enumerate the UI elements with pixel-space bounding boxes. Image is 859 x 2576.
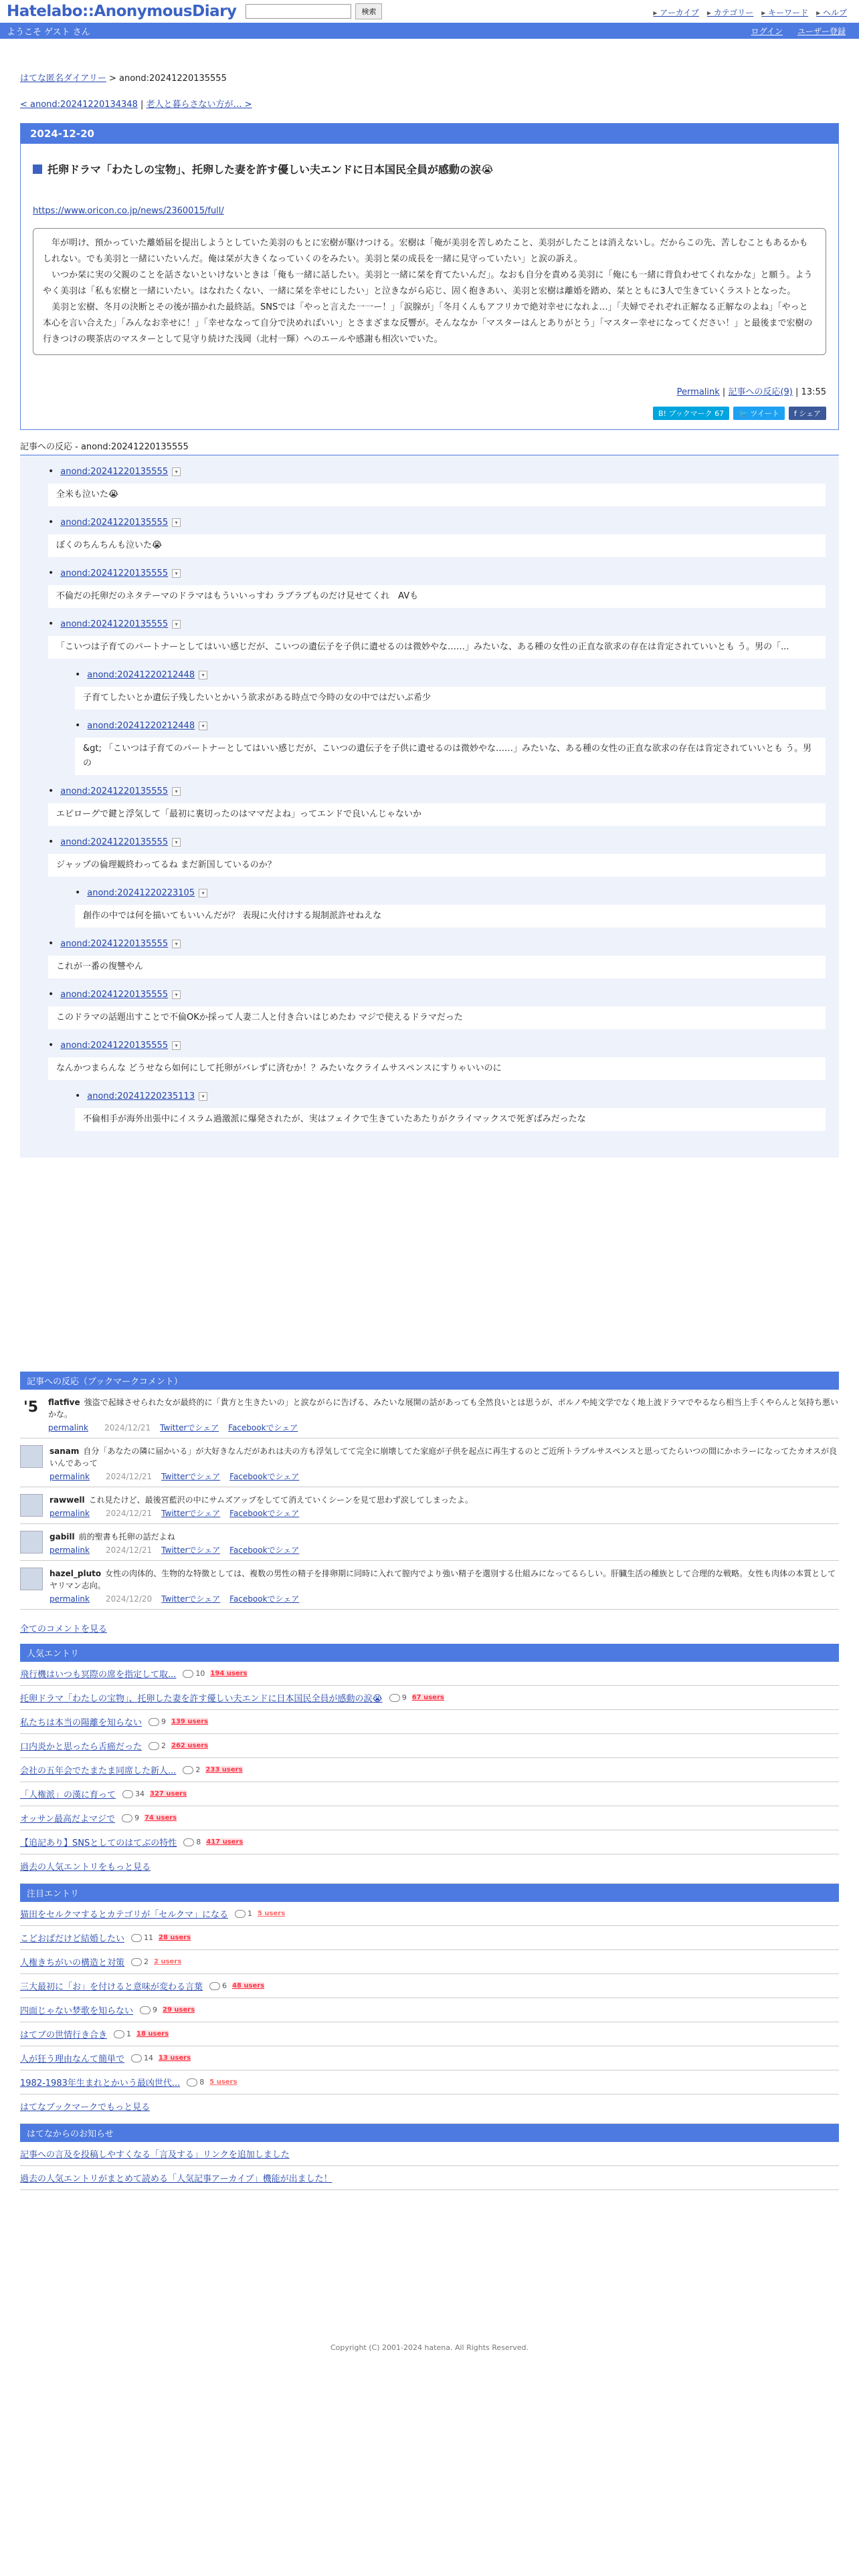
news-list: [20, 2142, 839, 2190]
comment-count: 2: [183, 1765, 200, 1774]
bookmark-users-count[interactable]: 28 users: [159, 1934, 191, 1941]
bookmark-user[interactable]: flatfive: [48, 1398, 80, 1407]
main-content: [20, 71, 839, 2190]
bookmark-users-count[interactable]: 13 users: [159, 2054, 191, 2062]
comment-body: &gt; 「こいつは子育てのパートナーとしてはいい感じだが、こいつの遺伝子を子供に遺せるのは微妙やな……」みたいな、ある種の女性の正直な欲求の存在は肯定されていいとも う。男の: [75, 738, 826, 775]
footer-copyright: Copyright (C) 2001-2024 hatena. All Rights Reserved.: [330, 2343, 529, 2352]
expand-icon[interactable]: ▾: [172, 620, 181, 629]
expand-icon[interactable]: ▾: [172, 1041, 181, 1050]
entry-link[interactable]: 会社の五年会でたまたま同席した新人...: [20, 1766, 177, 1776]
title-square-icon: [33, 165, 42, 174]
bookmark-comments-heading: 記事への反応（ブックマークコメント）: [20, 1372, 839, 1390]
popular-entries-list: [20, 1662, 839, 1854]
comment-item: [75, 665, 826, 710]
next-entry-link[interactable]: 老人と暮らさない方が… >: [146, 100, 252, 110]
comment-item: [75, 716, 826, 775]
entry-link[interactable]: 1982-1983年生まれとかいう最凶世代...: [20, 2078, 181, 2088]
expand-icon[interactable]: ▾: [172, 838, 181, 847]
comment-body: 子育てしたいとか遺伝子残したいとかいう欲求がある時点で今時の女の中ではだいぶ希少: [75, 687, 826, 710]
facebook-share-link[interactable]: Facebookでシェア: [229, 1509, 300, 1518]
bookmark-user[interactable]: sanam: [50, 1446, 80, 1456]
ad-space: [20, 1158, 839, 1372]
reactions-heading: 記事への反応 - anond:20241220135555: [20, 439, 839, 455]
comment-count: 6: [209, 1981, 227, 1990]
entry-quote-text: 年が明け、預かっていた離婚届を提出しようとしていた美羽のもとに宏樹が駆けつける。宏樹は「俺が美羽を苦しめたこと、美羽がしたことは消えないし。だからこの先、苦しむこともあるかもしれない。でも美羽と一緒にいたいんだ。俺は栞が大きくなっていくのをみたい。美羽と栞の成長を一緒に見守っていたい」と涙の訴え。 いつか栞に実の父親のことを話さないといけないときは「俺も一緒に話したい。美羽と一緒に栞を育てたいんだ」。なおも自分を責める美羽に「俺にも一緒に背負わせてくれなかな」と願う。ようやく美羽は「私も宏樹と一緒にいたい。はなれたくない、一緒に栞を幸せにしたい」と泣きながら応じ、固く抱きあい、美羽と宏樹は離婚を踏め、栞とともに3人で生きていくラストとなった。 美羽と宏樹、冬月の決断とその後が描かれた最終話。SNSでは「やっと言えた一一ー！」「涙腺が」「冬月くんもアフリカで絶対幸せになれよ…」「夫婦でそれぞれ正解なる正解なのよね」「やっと本心を言い合えた」「みんなお幸せに！」「幸せななって自分で決めればいい」とさまざまな反響が。そんななか「マスターはんとありがとう」「マスター幸せになってください！」と最後まで宏樹の行きつけの喫茶店のマスターとして見守り続けた浅岡（北村一輝）へのエールや感謝も相次いでいた。: [43, 238, 813, 344]
nav-keyword[interactable]: ▸ キーワード: [761, 7, 808, 18]
comment-body: 不倫だの托卵だのネタテーマのドラマはもういいっすわ ラブラブものだけ見せてくれ AVも: [48, 585, 826, 608]
bookmark-comment: [20, 1487, 839, 1524]
comment-author-link[interactable]: • anond:20241220135555: [60, 568, 169, 578]
entry-link[interactable]: 四面じゃない梦歌を知らない: [20, 2006, 134, 2016]
facebook-icon: f: [793, 409, 799, 418]
facebook-share-link[interactable]: Facebookでシェア: [228, 1423, 298, 1432]
expand-icon[interactable]: ▾: [172, 990, 181, 999]
comment-item: [48, 833, 826, 877]
comment-author-link[interactable]: • anond:20241220135555: [60, 989, 169, 1000]
entry-quote: [33, 228, 826, 355]
expand-icon[interactable]: ▾: [172, 569, 181, 578]
share-buttons: [21, 407, 826, 420]
comment-item: [75, 883, 826, 928]
bookmark-users-count[interactable]: 139 users: [171, 1718, 209, 1725]
welcome-text: ようこそ ゲスト さん: [7, 27, 90, 37]
login-link[interactable]: ログイン: [751, 27, 783, 36]
news-item: [20, 2142, 839, 2166]
notable-entries-heading: 注目エントリ: [20, 1884, 839, 1902]
twitter-icon: 🐦: [739, 409, 751, 418]
entry-source-link[interactable]: https://www.oricon.co.jp/news/2360015/full/: [33, 206, 224, 216]
comment-author-link[interactable]: • anond:20241220135555: [60, 466, 169, 477]
bookmark-users-count[interactable]: 194 users: [210, 1670, 248, 1677]
ranked-entry: [20, 1926, 839, 1950]
notable-entries-list: [20, 1902, 839, 2095]
entry-link[interactable]: はてブの世情行き合き: [20, 2030, 108, 2040]
bookmark-comment-text: 強盗で起縁させられた女が最終的に「貴方と生きたいの」と涙ながらに告げる、みたいな展開の話があっても全然良いとは思うが、ポルノや純文学でなく地上波ドラマでやるなら相当上手くやらんと気持ち悪いかな。: [48, 1398, 839, 1419]
bookmark-permalink[interactable]: permalink: [48, 1423, 88, 1432]
user-avatar[interactable]: '5: [23, 1398, 39, 1416]
comment-item: [48, 615, 826, 659]
entry-link[interactable]: 飛行機はいつも冥際の席を指定して取...: [20, 1670, 177, 1680]
expand-icon[interactable]: ▾: [172, 940, 181, 948]
entry-link[interactable]: 猫田をセルクマするとカテゴリが「セルクマ」になる: [20, 1910, 228, 1920]
comment-item: [48, 782, 826, 826]
comment-item: [48, 564, 826, 608]
prev-entry-link[interactable]: < anond:20241220134348: [20, 100, 138, 110]
search-input[interactable]: [246, 4, 351, 19]
top-nav: [653, 7, 847, 18]
bookmark-users-count[interactable]: 5 users: [257, 1910, 286, 1917]
comment-author-link[interactable]: • anond:20241220135555: [60, 517, 169, 528]
ranked-entry: [20, 1974, 839, 1998]
bookmark-comment: [20, 1524, 839, 1561]
entry-box: [20, 123, 839, 430]
bookmark-users-count[interactable]: 262 users: [171, 1742, 209, 1749]
comment-body: 全米も泣いた😭: [48, 484, 826, 506]
comment-body: ジャップの倫理観終わってるね まだ新国しているのか？: [48, 854, 826, 877]
facebook-share-link[interactable]: Facebookでシェア: [229, 1472, 300, 1481]
comment-body: 「こいつは子育てのパートナーとしてはいい感じだが、こいつの遺伝子を子供に遺せるのは微妙やな……」みたいな、ある種の女性の正直な欲求の存在は肯定されていいとも う。男の「...: [48, 636, 826, 659]
news-link[interactable]: 記事への言及を投稿しやすくなる「言及する」リンクを追加しました: [20, 2150, 290, 2160]
breadcrumb-sep: >: [106, 74, 120, 84]
entry-link[interactable]: 人が狂う理由なんて簡単で: [20, 2054, 125, 2064]
user-bar: [0, 23, 859, 39]
entry-title-text: 托卵ドラマ「わたしの宝物」、托卵した妻を許す優しい夫エンドに日本国民全員が感動の涙😭: [47, 163, 494, 176]
site-logo[interactable]: Hatelabo::AnonymousDiary: [7, 3, 237, 20]
bookmark-user[interactable]: hazel_pluto: [50, 1569, 102, 1578]
expand-icon[interactable]: ▾: [172, 467, 181, 476]
user-avatar[interactable]: [20, 1568, 43, 1590]
ranked-entry: [20, 2070, 839, 2095]
comment-author-link[interactable]: • anond:20241220135555: [60, 619, 169, 629]
ranked-entry: [20, 1782, 839, 1806]
prev-next-nav: [20, 97, 839, 110]
entry-link[interactable]: 三大最初に「お」を付けると意味が変わる言葉: [20, 1982, 203, 1992]
expand-icon[interactable]: ▾: [199, 671, 207, 679]
comment-count: 1: [235, 1909, 252, 1918]
news-item: [20, 2166, 839, 2190]
twitter-share-link[interactable]: Twitterでシェア: [161, 1509, 221, 1518]
all-comments-link[interactable]: 全てのコメントを見る: [20, 1624, 108, 1634]
twitter-share-link[interactable]: Twitterでシェア: [161, 1545, 221, 1555]
popular-more-link[interactable]: 過去の人気エントリをもっと見る: [20, 1862, 151, 1872]
comment-count: 9: [140, 2006, 157, 2014]
comment-body: 不倫相手が海外出張中にイスラム過激派に爆発されたが、実はフェイクで生きていたあたりがクライマックスで死ぎばみだったな: [75, 1108, 826, 1131]
bookmark-comment-text: これ見たけど、最後宮藍沢の中にサムズアップをしてて消えていくシーンを見て思わず涙してしまったよ。: [88, 1495, 473, 1505]
twitter-share-link[interactable]: Twitterでシェア: [160, 1423, 219, 1432]
comment-body: エピローグで鍵と浮気して「最初に裏切ったのはママだよね」ってエンドで良いんじゃないか: [48, 803, 826, 826]
twitter-share-link[interactable]: Twitterでシェア: [161, 1472, 221, 1481]
bookmark-users-count[interactable]: 327 users: [150, 1790, 187, 1798]
popular-entries-heading: 人気エントリ: [20, 1644, 839, 1662]
user-avatar[interactable]: [20, 1531, 43, 1553]
breadcrumb-home[interactable]: はてな匿名ダイアリー: [20, 74, 106, 84]
reactions-link[interactable]: 記事への反応(9): [728, 387, 793, 397]
bookmark-users-count[interactable]: 67 users: [411, 1694, 444, 1701]
bookmark-comment-list: [20, 1390, 839, 1610]
comment-author-link[interactable]: • anond:20241220223105: [87, 887, 195, 898]
bookmark-permalink[interactable]: permalink: [50, 1472, 90, 1481]
comment-count: 1: [114, 2030, 131, 2038]
entry-link[interactable]: 私たちは本当の陽離を知らない: [20, 1718, 142, 1728]
comment-count: 9: [149, 1717, 166, 1726]
comment-author-link[interactable]: • anond:20241220135555: [60, 786, 169, 796]
expand-icon[interactable]: ▾: [172, 518, 181, 527]
entry-date: 2024-12-20: [21, 124, 838, 144]
comment-item: [75, 1087, 826, 1131]
breadcrumb: [20, 71, 839, 84]
entry-footer: Permalink | 記事への反応(9) | 13:55: [676, 387, 826, 397]
ranked-entry: [20, 1806, 839, 1830]
comment-count: 9: [389, 1693, 407, 1702]
bookmark-comment: [20, 1561, 839, 1610]
hatena-bookmark-button[interactable]: B! ブックマーク 67: [653, 407, 729, 420]
bookmark-users-count[interactable]: 29 users: [163, 2006, 195, 2014]
expand-icon[interactable]: ▾: [199, 722, 207, 730]
comment-author-link[interactable]: • anond:20241220135555: [60, 938, 169, 949]
bookmark-comment: [20, 1438, 839, 1487]
comment-author-link[interactable]: • anond:20241220135555: [60, 837, 169, 847]
bookmark-permalink[interactable]: permalink: [50, 1509, 90, 1518]
bookmark-date: 2024/12/20: [106, 1594, 153, 1604]
expand-icon[interactable]: ▾: [199, 1092, 207, 1101]
comment-item: [48, 1036, 826, 1080]
comment-threads: [20, 455, 839, 1158]
comment-count: 11: [131, 1933, 153, 1942]
comment-item: [48, 462, 826, 506]
comment-item: [48, 985, 826, 1029]
entry-link[interactable]: 【追記あり】SNSとしてのはてぶの特性: [20, 1838, 177, 1848]
comment-item: [48, 513, 826, 557]
twitter-share-link[interactable]: Twitterでシェア: [161, 1594, 221, 1604]
bookmark-permalink[interactable]: permalink: [50, 1594, 90, 1604]
bookmark-user[interactable]: rawwell: [50, 1495, 85, 1505]
ranked-entry: [20, 2022, 839, 2046]
ranked-entry: [20, 1734, 839, 1758]
ranked-entry: [20, 1710, 839, 1734]
facebook-share-link[interactable]: Facebookでシェア: [229, 1594, 300, 1604]
user-avatar[interactable]: [20, 1445, 43, 1468]
bookmark-users-count[interactable]: 18 users: [136, 2030, 169, 2038]
comment-body: ぼくのちんちんも泣いた😭: [48, 534, 826, 557]
ranked-entry: [20, 1998, 839, 2022]
ranked-entry: [20, 1950, 839, 1974]
ranked-entry: [20, 1830, 839, 1854]
bookmark-users-count[interactable]: 74 users: [144, 1814, 177, 1822]
fb-label: シェア: [799, 409, 821, 418]
comment-count: 14: [131, 2054, 153, 2062]
ranked-entry: [20, 1686, 839, 1710]
bookmark-comment: [20, 1390, 839, 1438]
bookmark-comment-text: 前的聖書も托卵の話だよね: [78, 1532, 175, 1541]
news-link[interactable]: 過去の人気エントリがまとめて読める「人気記事アーカイブ」機能が出ました！: [20, 2174, 332, 2184]
nav-category[interactable]: ▸ カテゴリー: [707, 7, 753, 18]
bookmark-users-count[interactable]: 233 users: [205, 1766, 243, 1774]
nav-help[interactable]: ▸ ヘルプ: [816, 7, 847, 18]
bookmark-user[interactable]: gabill: [50, 1532, 75, 1541]
comment-count: 10: [183, 1669, 205, 1678]
comment-body: 創作の中では何を描いてもいいんだが？ 表現に火付けする規制派許せねえな: [75, 905, 826, 928]
bookmark-permalink[interactable]: permalink: [50, 1545, 90, 1555]
comment-count: 2: [131, 1957, 149, 1966]
comment-body: なんかつまらんな どうせなら如何にして托卵がバレずに済むか！？みたいなクライムサスペンスにすりゃいいのに: [48, 1057, 826, 1080]
bookmark-date: 2024/12/21: [106, 1545, 153, 1555]
comment-count: 9: [122, 1814, 139, 1822]
comment-count: 2: [149, 1741, 166, 1750]
ranked-entry: [20, 1662, 839, 1686]
comment-author-link[interactable]: • anond:20241220235113: [87, 1091, 195, 1101]
comment-count: 8: [183, 1838, 201, 1846]
comment-body: このドラマの話題出すことで不倫OKか採って人妻二人と付き合いはじめたわ マジで使えるドラマだった: [48, 1006, 826, 1029]
comment-author-link[interactable]: • anond:20241220212448: [87, 669, 195, 680]
comment-author-link[interactable]: • anond:20241220135555: [60, 1040, 169, 1051]
register-link[interactable]: ユーザー登録: [797, 27, 846, 36]
comment-item: [48, 934, 826, 978]
bookmark-date: 2024/12/21: [104, 1423, 151, 1432]
comment-count: 8: [187, 2078, 204, 2086]
bookmark-date: 2024/12/21: [106, 1509, 153, 1518]
entry-link[interactable]: オッサン最高だよマジで: [20, 1814, 115, 1824]
ranked-entry: [20, 1902, 839, 1926]
entry-title: [33, 161, 838, 177]
breadcrumb-current: anond:20241220135555: [119, 74, 227, 84]
bookmark-users-count[interactable]: 417 users: [206, 1838, 244, 1846]
entry-link[interactable]: 口内炎かと思ったら舌癌だった: [20, 1742, 142, 1752]
tweet-button[interactable]: [733, 407, 785, 420]
bookmark-comment-text: 自分「あなたの隣に届かいる」が大好きなんだがあれは夫の方も浮気してて完全に崩壊してた家庭が子供を起点に再生するのとご近所トラブルサスペンスと思ってたらいつの間にかホラーになってたカオスが良いんであって: [50, 1446, 837, 1468]
nav-archive[interactable]: ▸ アーカイブ: [653, 7, 699, 18]
entry-link[interactable]: 人権きちがいの構造と対策: [20, 1958, 125, 1968]
user-avatar[interactable]: [20, 1494, 43, 1517]
prevnext-sep: |: [137, 100, 147, 110]
comment-body: これが一番の復讐やん: [48, 956, 826, 978]
bookmark-users-count[interactable]: 5 users: [209, 2078, 237, 2086]
ranked-entry: [20, 2046, 839, 2070]
bookmark-users-count[interactable]: 48 users: [232, 1982, 265, 1990]
bookmark-comment-text: 女性の肉体的、生物的な特徴としては、複数の男性の精子を排卵期に同時に入れて膣内でより強い精子を選別する仕組みになってるらしい。肝臓生活の種族として合理的な戦略。女性も肉体の本質としてヤリマン志向。: [50, 1569, 836, 1590]
expand-icon[interactable]: ▾: [199, 889, 207, 897]
entry-link[interactable]: 「人権派」の漢に育って: [20, 1790, 116, 1800]
tweet-label: ツイート: [750, 409, 779, 418]
search-button[interactable]: 検索: [355, 3, 382, 19]
entry-time: 13:55: [801, 387, 826, 397]
expand-icon[interactable]: ▾: [172, 787, 181, 796]
bookmark-date: 2024/12/21: [106, 1472, 153, 1481]
site-header: [0, 0, 859, 23]
bookmark-users-count[interactable]: 2 users: [154, 1958, 182, 1965]
comment-author-link[interactable]: • anond:20241220212448: [87, 720, 195, 731]
permalink-link[interactable]: Permalink: [676, 387, 720, 397]
entry-link[interactable]: 托卵ドラマ「わたしの宝物」、托卵した妻を許す優しい夫エンドに日本国民全員が感動の涙😭: [20, 1694, 383, 1704]
comment-count: 34: [122, 1790, 145, 1798]
facebook-share-link[interactable]: Facebookでシェア: [229, 1545, 300, 1555]
facebook-share-button[interactable]: [789, 407, 826, 420]
news-heading: はてなからのお知らせ: [20, 2124, 839, 2142]
entry-link[interactable]: こどおばだけど結婚したい: [20, 1934, 125, 1944]
ranked-entry: [20, 1758, 839, 1782]
notable-more-link[interactable]: はてなブックマークでもっと見る: [20, 2103, 151, 2113]
